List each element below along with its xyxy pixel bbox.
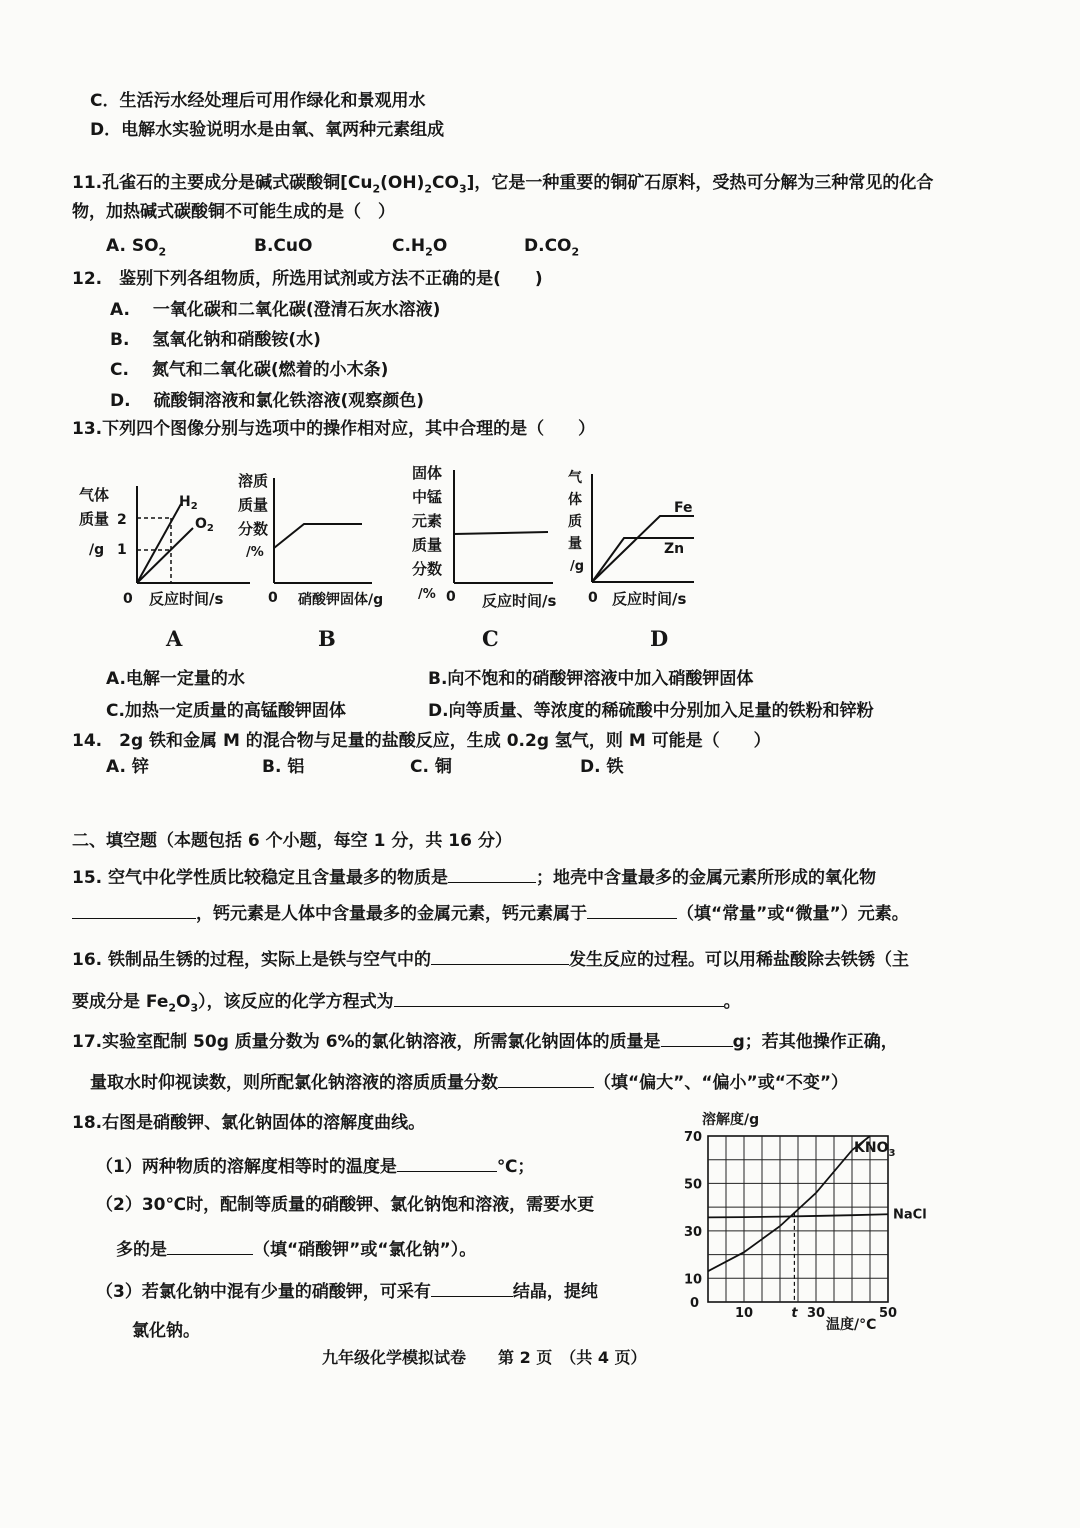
graph-a-tick-1: 1 (117, 542, 127, 558)
graph-a-ylabel-1: 气体 (79, 486, 110, 504)
graph-a-tick-2: 2 (117, 512, 127, 528)
q12-stem: 12. 鉴别下列各组物质，所选用试剂或方法不正确的是( ) (72, 269, 543, 289)
y-tick-50: 50 (684, 1177, 703, 1193)
series-line-KNO3 (708, 1136, 870, 1271)
graph-a-ylabel-2: 质量 (79, 510, 110, 528)
graph-d-ylabel-4: 量 (568, 536, 582, 552)
q12-option-c: C. 氮气和二氧化碳(燃着的小木条) (110, 360, 389, 380)
q14-option-d: D. 铁 (580, 757, 624, 777)
graph-b-ylabel-3: 分数 (238, 520, 269, 538)
graph-a-o2-label: $O_2$ (195, 516, 214, 534)
graph-b-ylabel-1: 溶质 (238, 472, 269, 490)
q17-line1: 17.实验室配制 50g 质量分数为 6%的氯化钠溶液，所需氯化钠固体的质量是 g；若其他操作正确， (72, 1028, 898, 1053)
graph-b-curve (274, 524, 362, 548)
q10-option-c: C．生活污水经处理后可用作绿化和景观用水 (90, 91, 426, 111)
q14-option-a: A. 锌 (106, 757, 149, 777)
graph-a-h2-line (137, 504, 181, 583)
graph-d-zn-label: Zn (664, 541, 685, 557)
y-tick-70: 70 (684, 1130, 703, 1145)
q11-stem: 11.孔雀石的主要成分是碱式碳酸铜$[Cu_2(OH)_2CO_3]$，它是一种重要的铜矿石原料，受热可分解为三种常见的化合 (72, 173, 934, 196)
graph-b-caption: B (318, 626, 336, 651)
graph-c-ylabel-5: 分数 (412, 560, 443, 578)
x-tick-t: t (791, 1306, 798, 1321)
q18-stem: 18.右图是硝酸钾、氯化钠固体的溶解度曲线。 (72, 1113, 426, 1133)
q11-option-b: B.CuO (254, 236, 313, 256)
page-footer: 九年级化学模拟试卷 第 2 页 （共 4 页） (322, 1348, 647, 1367)
q14-option-b: B. 铝 (262, 757, 305, 777)
q13-option-a: A.电解一定量的水 (106, 669, 245, 689)
q11-option-a: A. $SO_2$ (106, 236, 167, 259)
q12-option-d: D. 硫酸铜溶液和氯化铁溶液(观察颜色) (110, 391, 425, 411)
chart-lines (708, 1136, 927, 1302)
graph-a-o2-line (137, 528, 193, 583)
q18-sub3-cont: 氯化钠。 (132, 1321, 200, 1341)
graph-d (562, 464, 712, 620)
graph-d-xlabel: 反应时间/s (612, 590, 687, 608)
q18-blank-2[interactable] (167, 1236, 253, 1255)
q15-blank-2[interactable] (72, 900, 196, 919)
graph-c-ylabel-2: 中锰 (412, 488, 443, 506)
q16-blank-1[interactable] (431, 946, 569, 965)
graph-b-ylabel-4: /% (246, 545, 264, 560)
q14-stem: 14. 2g 铁和金属 M 的混合物与足量的盐酸反应，生成 0.2g 氢气，则 M 可能是（ ） (72, 731, 771, 751)
q15-blank-1[interactable] (448, 864, 536, 883)
q18-blank-3[interactable] (431, 1278, 513, 1297)
q11-option-c: $C.H_2O$ (392, 236, 448, 259)
graph-b-origin: 0 (268, 590, 278, 606)
origin-label: 0 (690, 1296, 700, 1311)
y-tick-10: 10 (684, 1272, 703, 1288)
graph-c (408, 458, 568, 620)
graph-c-xlabel: 反应时间/s (482, 592, 557, 610)
graph-b (232, 466, 402, 620)
q15-line2: ，钙元素是人体中含量最多的金属元素，钙元素属于 （填“常量”或“微量”）元素。 (72, 900, 909, 925)
graph-a-caption: A (166, 626, 183, 651)
q17-line2: 量取水时仰视读数，则所配氯化钠溶液的溶质质量分数 （填“偏大”、“偏小”或“不变”） (90, 1069, 848, 1094)
chart-title: 溶解度/g (702, 1112, 760, 1128)
graph-b-ylabel-2: 质量 (238, 496, 269, 514)
chart-xlabel: 温度/°C (826, 1317, 877, 1333)
q18-sub2: （2）30℃时，配制等质量的硝酸钾、氯化钠饱和溶液，需要水更 (96, 1195, 595, 1215)
q13-option-d: D.向等质量、等浓度的稀硫酸中分别加入足量的铁粉和锌粉 (428, 701, 874, 721)
q16-line1: 16. 铁制品生锈的过程，实际上是铁与空气中的 发生反应的过程。可以用稀盐酸除去铁锈（主 (72, 946, 909, 971)
graph-b-xlabel: 硝酸钾固体/g (298, 592, 384, 608)
q18-sub2-cont: 多的是 （填“硝酸钾”或“氯化钠”）。 (116, 1236, 476, 1261)
graph-d-caption: D (650, 626, 669, 651)
graph-d-origin: 0 (588, 590, 598, 606)
q18-blank-1[interactable] (397, 1153, 497, 1172)
q15-blank-3[interactable] (587, 900, 677, 919)
graph-c-curve (454, 532, 548, 534)
section-2-heading: 二、填空题（本题包括 6 个小题，每空 1 分，共 16 分） (72, 831, 512, 851)
q14-option-c: C. 铜 (410, 757, 452, 777)
x-tick-30: 30 (807, 1306, 826, 1321)
q11-stem-line2: 物，加热碱式碳酸铜不可能生成的是（ ） (72, 202, 395, 222)
q13-stem: 13.下列四个图像分别与选项中的操作相对应，其中合理的是（ ） (72, 419, 596, 439)
q10-option-d: D．电解水实验说明水是由氧、氧两种元素组成 (90, 120, 445, 140)
graph-d-ylabel-1: 气 (568, 470, 582, 486)
graph-d-ylabel-3: 质 (568, 514, 582, 530)
series-label-KNO3: $KNO_3$ (854, 1140, 896, 1159)
q13-option-b: B.向不饱和的硝酸钾溶液中加入硝酸钾固体 (428, 669, 754, 689)
chart-grid (708, 1136, 888, 1302)
q12-option-b: B. 氢氧化钠和硝酸铵(水) (110, 330, 321, 350)
q15-line1: 15. 空气中化学性质比较稳定且含量最多的物质是 ；地壳中含量最多的金属元素所形成的氧化物 (72, 864, 876, 889)
x-tick-50: 50 (879, 1306, 898, 1321)
graph-a-origin: 0 (123, 591, 133, 607)
graph-a-ylabel-3: /g (89, 542, 105, 558)
graph-c-caption: C (482, 626, 499, 651)
graph-d-ylabel-5: /g (570, 559, 585, 574)
q16-blank-2[interactable] (394, 988, 724, 1007)
graph-c-ylabel-6: /% (418, 587, 436, 602)
solubility-chart (668, 1104, 948, 1336)
q11-option-d: $D.CO_2$ (524, 236, 580, 259)
y-tick-30: 30 (684, 1224, 703, 1240)
graph-a-xlabel: 反应时间/s (149, 590, 224, 608)
q18-sub1: （1）两种物质的溶解度相等时的温度是 ℃； (96, 1153, 534, 1178)
graph-c-origin: 0 (446, 589, 456, 605)
q17-blank-2[interactable] (498, 1069, 594, 1088)
q13-option-c: C.加热一定质量的高锰酸钾固体 (106, 701, 346, 721)
chart-ticks (684, 1130, 897, 1321)
graph-d-fe-label: Fe (674, 500, 693, 516)
q18-sub3: （3）若氯化钠中混有少量的硝酸钾，可采有 结晶，提纯 (96, 1278, 598, 1303)
q17-blank-1[interactable] (661, 1028, 733, 1047)
q16-line2: 要成分是 $Fe_2O_3$），该反应的化学方程式为 。 (72, 988, 741, 1019)
graph-d-ylabel-2: 体 (568, 492, 582, 508)
q12-option-a: A. 一氧化碳和二氧化碳(澄清石灰水溶液) (110, 300, 441, 320)
graph-c-ylabel-4: 质量 (412, 536, 443, 554)
x-tick-10: 10 (735, 1306, 754, 1321)
graph-a-h2-label: $H_2$ (179, 494, 198, 512)
series-label-NaCl: NaCl (893, 1207, 927, 1223)
graph-c-ylabel-1: 固体 (412, 464, 443, 482)
graph-c-ylabel-3: 元素 (412, 512, 443, 530)
